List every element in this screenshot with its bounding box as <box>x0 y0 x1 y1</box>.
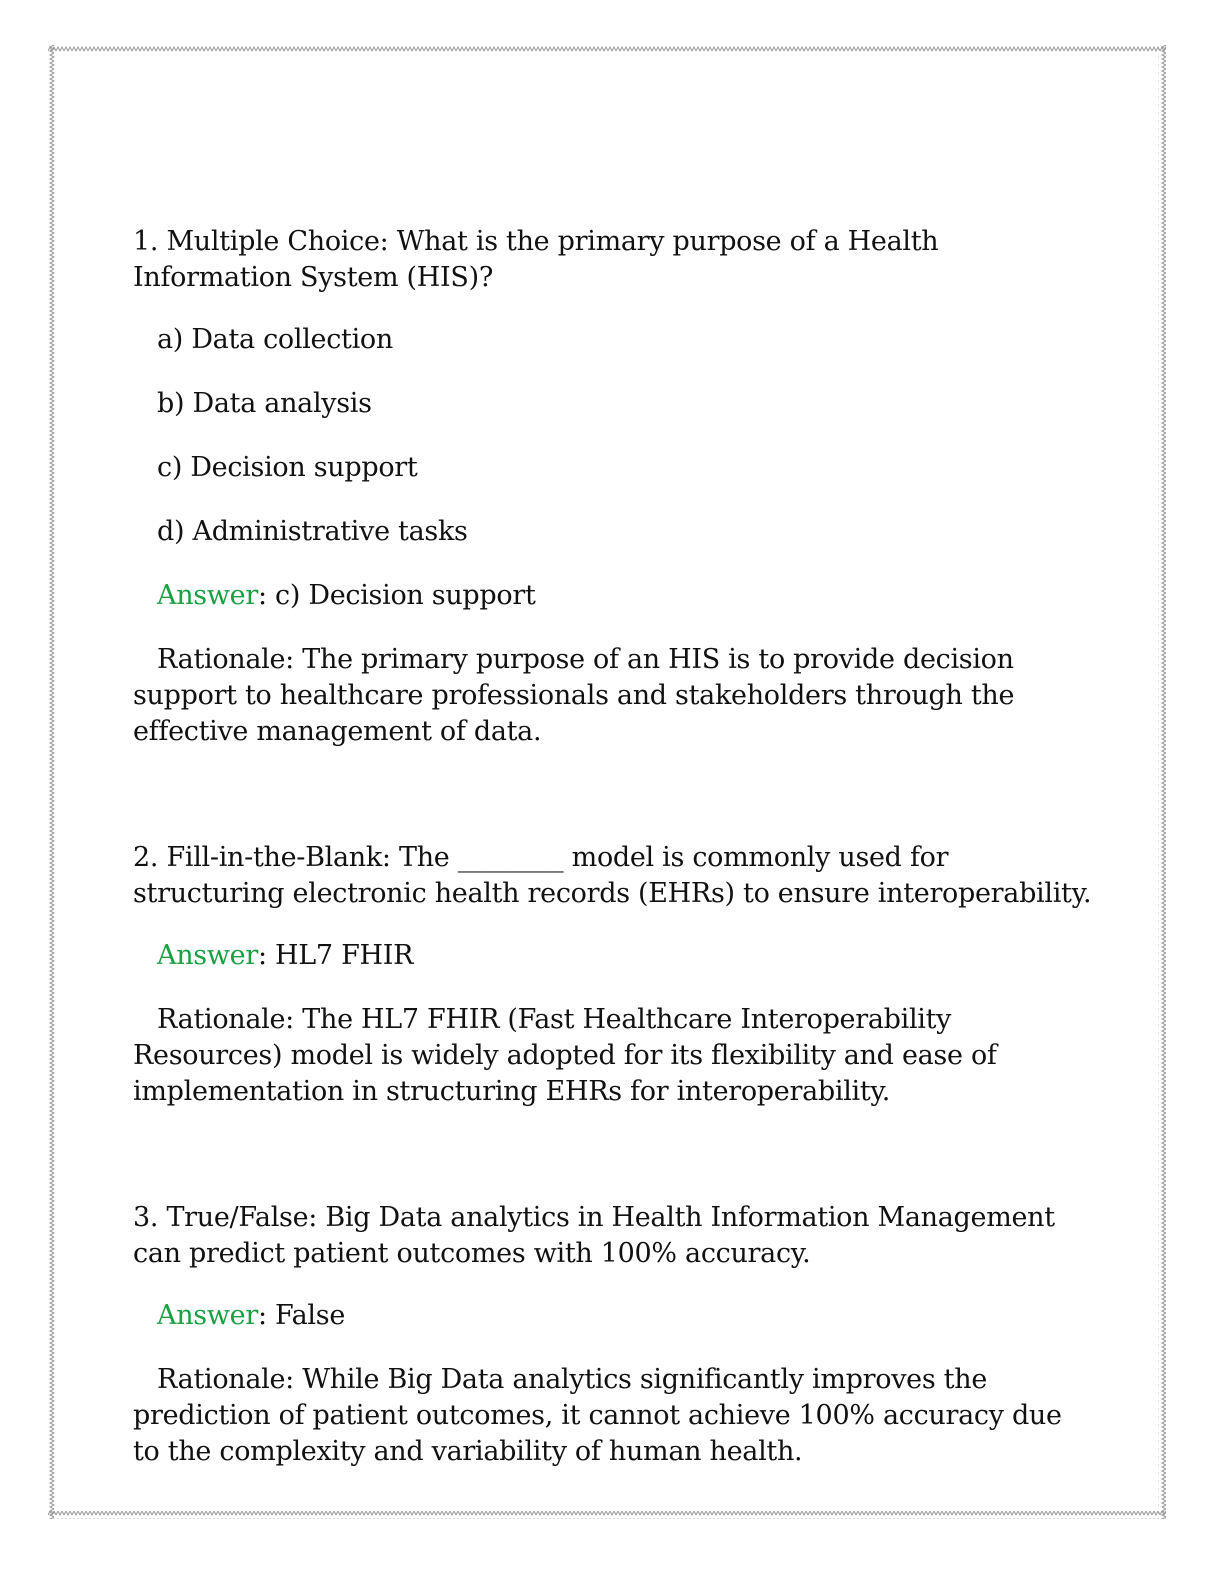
option-d: d) Administrative tasks <box>157 516 468 547</box>
question-text: 3. True/False: Big Data analytics in Health Information Management can predict patient outcomes with 100% accuracy. <box>133 1202 1055 1269</box>
question-block-1 <box>133 224 1093 750</box>
answer-text: : c) Decision support <box>257 580 536 611</box>
question-block-2 <box>133 840 1093 1110</box>
rationale-text: Rationale: While Big Data analytics significantly improves the prediction of patient outcomes, it cannot achieve 100% accuracy due to the complexity and variability of human health. <box>133 1364 1062 1467</box>
answer-label: Answer <box>157 1300 258 1331</box>
answer-label: Answer <box>157 580 258 611</box>
option-b: b) Data analysis <box>157 388 372 419</box>
answer-line <box>157 938 1093 974</box>
question-block-3 <box>133 1200 1093 1470</box>
question-text: 1. Multiple Choice: What is the primary purpose of a Health Information System (HIS)? <box>133 226 939 293</box>
answer-line <box>157 1298 1093 1334</box>
rationale-text: Rationale: The HL7 FHIR (Fast Healthcare Interoperability Resources) model is widely adopted for its flexibility and ease of implementation in structuring EHRs for interoperability. <box>133 1004 997 1107</box>
question-text: 2. Fill-in-the-Blank: The ________ model is commonly used for structuring electronic health records (EHRs) to ensure interoperability. <box>133 842 1092 909</box>
answer-label: Answer <box>157 940 258 971</box>
answer-line <box>157 578 1093 614</box>
answer-text: : False <box>257 1300 346 1331</box>
quiz-content <box>133 224 1093 1470</box>
option-c: c) Decision support <box>157 452 418 483</box>
option-a: a) Data collection <box>157 324 393 355</box>
rationale-text: Rationale: The primary purpose of an HIS is to provide decision support to healthcare professionals and stakeholders through the effective management of data. <box>133 644 1015 747</box>
answer-text: : HL7 FHIR <box>257 940 414 971</box>
